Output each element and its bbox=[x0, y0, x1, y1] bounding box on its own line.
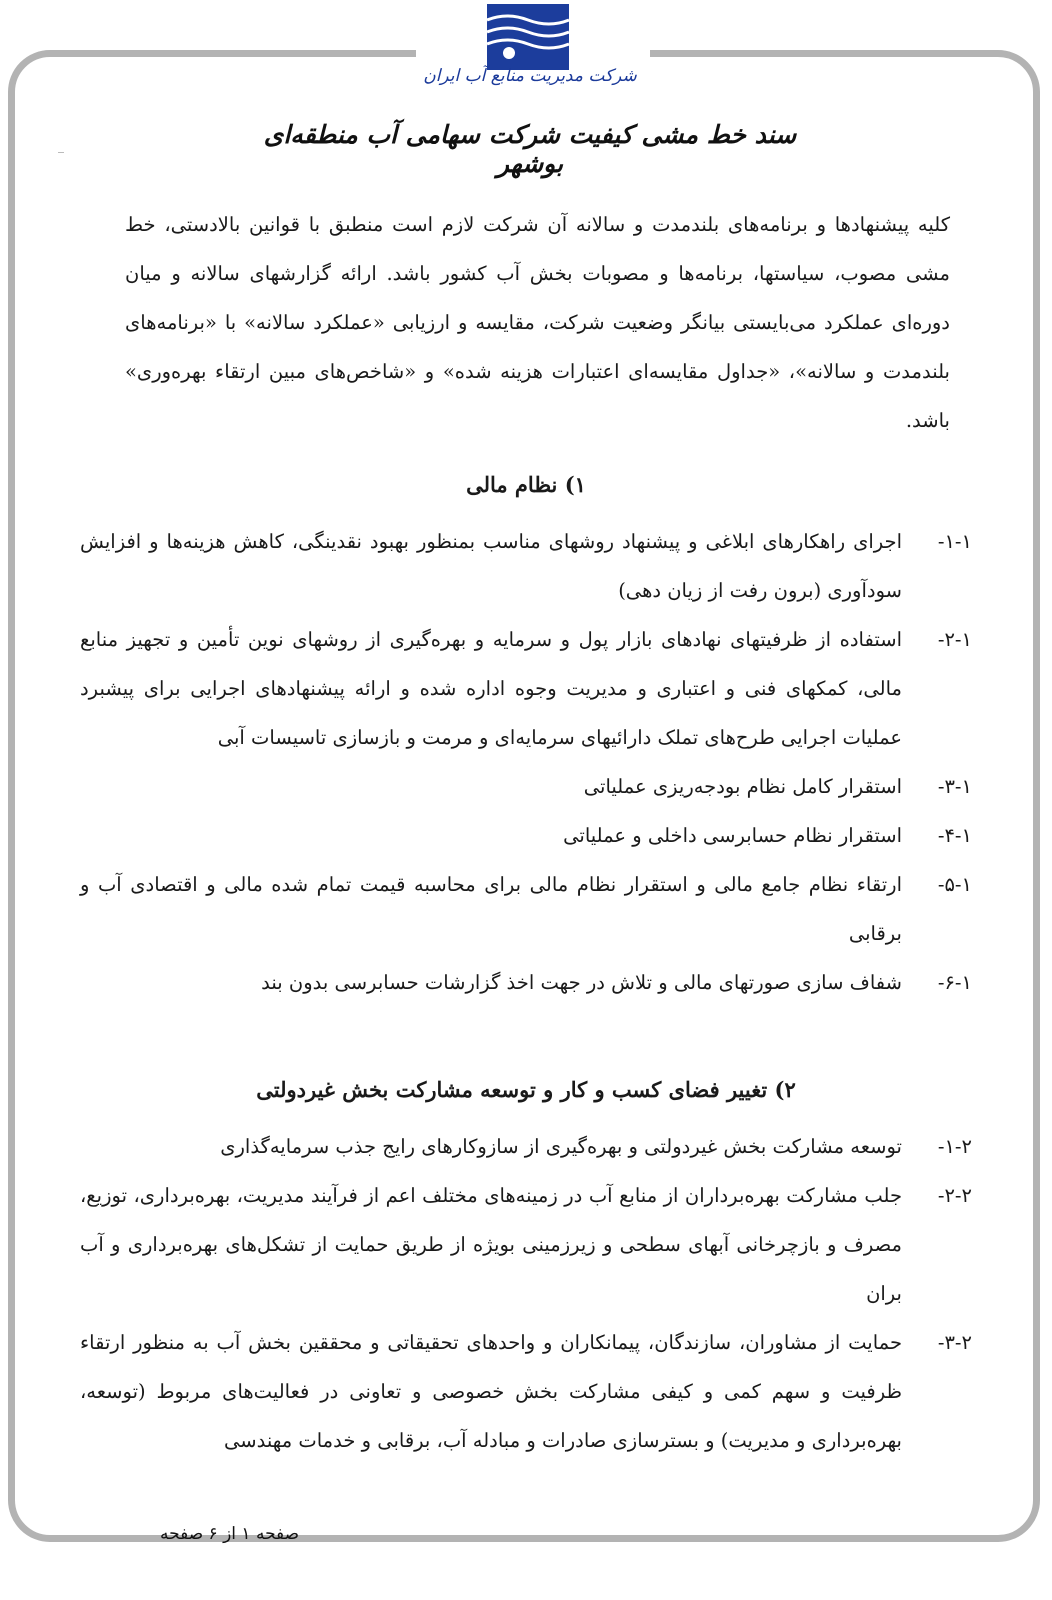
section-financial-list bbox=[80, 517, 972, 1007]
item-text: استقرار نظام حسابرسی داخلی و عملیاتی bbox=[563, 824, 902, 847]
item-text: حمایت از مشاوران، سازندگان، پیمانکاران و واحدهای تحقیقاتی و محققین بخش آب به منظور ارتقاء ظرفیت و سهم کمی و کیفی مشارکت بخش خصوصی و تعاونی در فعالیت‌های مربوط (توسعه، بهره‌برداری و مدیریت) و بسترسازی صادرات و مبادله آب، برقابی و خدمات مهندسی bbox=[80, 1331, 902, 1452]
list-item bbox=[80, 958, 972, 1007]
list-item bbox=[80, 1318, 972, 1465]
list-item bbox=[80, 762, 972, 811]
section-title-financial: ۱) نظام مالی bbox=[466, 472, 586, 497]
item-number: ۳-۱- bbox=[937, 775, 972, 798]
intro-paragraph: کلیه پیشنهادها و برنامه‌های بلندمدت و سالانه آن شرکت لازم است منطبق با قوانین بالادستی، خط مشی مصوب، سیاستها، برنامه‌ها و مصوبات بخش آب کشور باشد. ارائه گزارشهای سالانه و میان دوره‌ای عملکرد می‌بایستی بیانگر وضعیت شرکت، مقایسه و ارزیابی «عملکرد سالانه» با «برنامه‌های بلندمدت و سالانه»، «جداول مقایسه‌ای اعتبارات هزینه شده» و «شاخص‌های مبین ارتقاء بهره‌وری» باشد. bbox=[125, 213, 950, 432]
document-title: سند خط مشی کیفیت شرکت سهامی آب منطقه‌ای بوشهر bbox=[263, 120, 797, 178]
item-number: ۲-۱- bbox=[937, 628, 972, 651]
item-number: ۲-۲- bbox=[937, 1184, 972, 1207]
list-item bbox=[80, 517, 972, 615]
item-text: توسعه مشارکت بخش غیردولتی و بهره‌گیری از سازوکارهای رایج جذب سرمایه‌گذاری bbox=[220, 1135, 902, 1158]
item-text: استفاده از ظرفیتهای نهادهای بازار پول و سرمایه و بهره‌گیری از روشهای نوین تأمین و تجهیز منابع مالی، کمکهای فنی و اعتباری و مدیریت وجوه اداره شده و ارائه پیشنهادهای اجرایی برای پیشبرد عملیات اجرایی طرح‌های تملک دارائیهای سرمایه‌ای و مرمت و بازسازی تاسیسات آبی bbox=[80, 628, 902, 749]
item-number: ۱-۱- bbox=[937, 530, 972, 553]
item-text: شفاف سازی صورتهای مالی و تلاش در جهت اخذ گزارشات حسابرسی بدون بند bbox=[261, 971, 902, 994]
section-title-business: ۲) تغییر فضای کسب و کار و توسعه مشارکت بخش غیردولتی bbox=[256, 1077, 796, 1102]
item-number: ۳-۲- bbox=[937, 1331, 972, 1354]
item-text: ارتقاء نظام جامع مالی و استقرار نظام مالی برای محاسبه قیمت تمام شده مالی و اقتصادی آب و برقابی bbox=[80, 873, 902, 945]
list-item bbox=[80, 1122, 972, 1171]
section-business-list bbox=[80, 1122, 972, 1465]
list-item bbox=[80, 1171, 972, 1318]
item-text: استقرار کامل نظام بودجه‌ریزی عملیاتی bbox=[583, 775, 902, 798]
list-item bbox=[80, 615, 972, 762]
company-logo-icon bbox=[487, 4, 569, 70]
item-number: ۱-۲- bbox=[937, 1135, 972, 1158]
company-name: شرکت مدیریت منابع آب ایران bbox=[423, 66, 637, 86]
list-item bbox=[80, 860, 972, 958]
item-number: ۴-۱- bbox=[937, 824, 972, 847]
list-item bbox=[80, 811, 972, 860]
divider-mark bbox=[58, 152, 64, 153]
item-number: ۶-۱- bbox=[937, 971, 972, 994]
page-number: صفحه ۱ از ۶ صفحه bbox=[160, 1524, 300, 1544]
item-number: ۵-۱- bbox=[937, 873, 972, 896]
item-text: اجرای راهکارهای ابلاغی و پیشنهاد روشهای مناسب بمنظور بهبود نقدینگی، کاهش هزینه‌ها و افزایش سودآوری (برون رفت از زیان دهی) bbox=[80, 530, 902, 602]
item-text: جلب مشارکت بهره‌برداران از منابع آب در زمینه‌های مختلف اعم از فرآیند مدیریت، بهره‌برداری، توزیع، مصرف و بازچرخانی آبهای سطحی و زیرزمینی بویژه از طریق حمایت از تشکل‌های بهره‌برداری و آب بران bbox=[80, 1184, 902, 1305]
document-body bbox=[80, 200, 972, 1465]
